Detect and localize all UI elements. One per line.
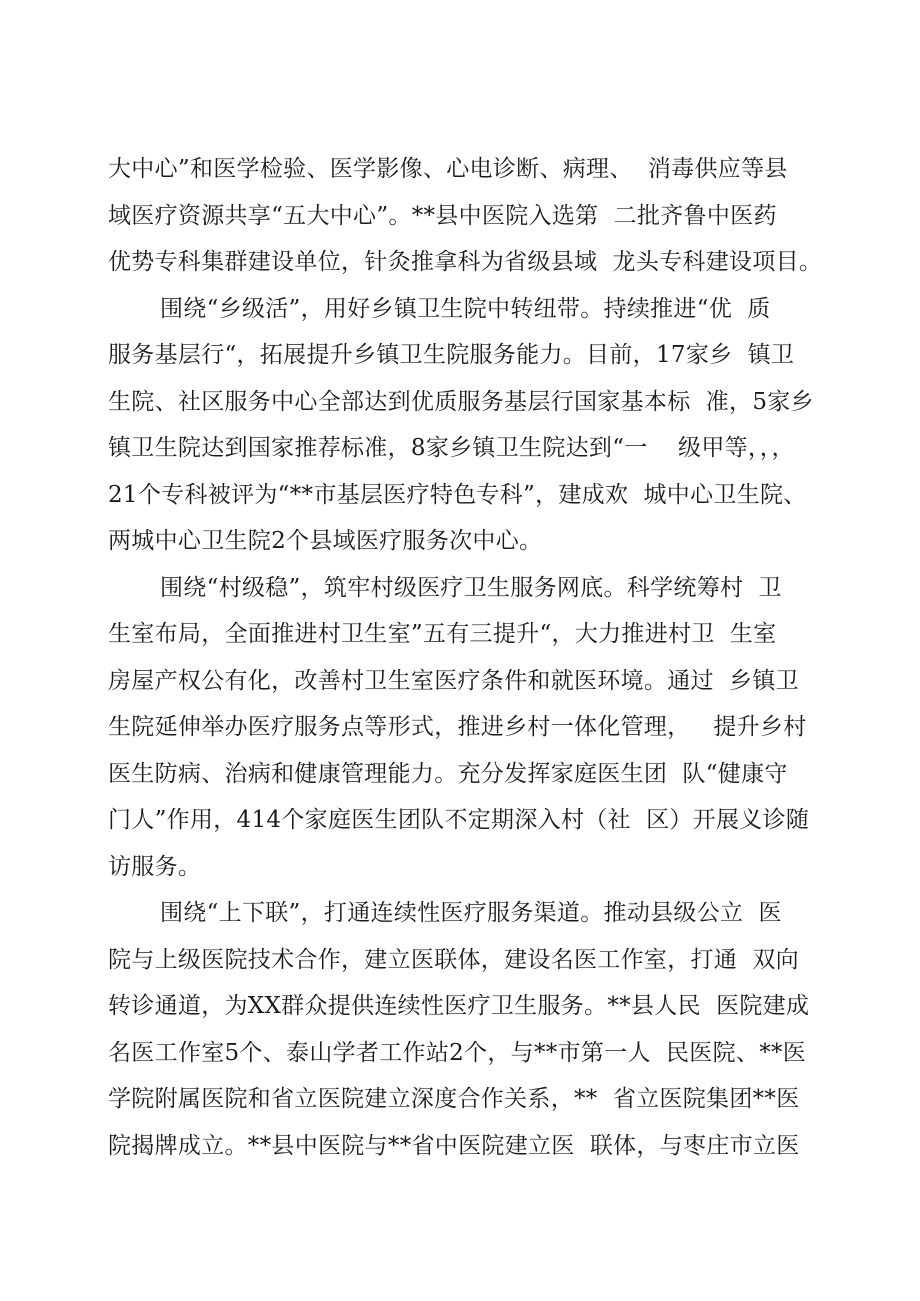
text-line: 院与上级医院技术合作，建立医联体，建设名医工作室，打通 双向 <box>108 946 799 973</box>
text-line: 两城中心卫生院2个县域医疗服务次中心。 <box>108 528 543 554</box>
text-line: 生院、社区服务中心全部达到优质服务基层行国家基本标 准，5家乡 <box>108 388 814 415</box>
text-line: 院揭牌成立。**县中医院与**省中医院建立医 联体，与枣庄市立医 <box>108 1132 800 1159</box>
text-line: 医生防病、治病和健康管理能力。充分发挥家庭医生团 队“健康守 <box>108 760 788 787</box>
text-line: 镇卫生院达到国家推荐标准，8家乡镇卫生院达到“一 级甲等，，， <box>108 435 795 461</box>
text-line: 门人”作用，414个家庭医生团队不定期深入村（社 区）开展义诊随 <box>108 807 810 833</box>
text-line: 名医工作室5个、泰山学者工作站2个，与**市第一人 民医院、**医 <box>108 1039 807 1066</box>
text-line: 访服务。 <box>108 853 202 880</box>
text-line: 生院延伸举办医疗服务点等形式，推进乡村一体化管理， 提升乡村 <box>108 714 807 740</box>
paragraph-first-line: 围绕“上下联”，打通连续性医疗服务渠道。推动县级公立 医 <box>160 900 782 926</box>
text-line: 21个专科被评为“**市基层医疗特色专科”，建成欢 城中心卫生院、 <box>108 481 807 508</box>
text-line: 学院附属医院和省立医院建立深度合作关系，** 省立医院集团**医 <box>108 1086 800 1112</box>
text-line: 服务基层行“，拓展提升乡镇卫生院服务能力。目前，17家乡 镇卫 <box>108 342 795 368</box>
text-line: 生室布局，全面推进村卫生室”五有三提升“，大力推进村卫 生室 <box>108 621 777 647</box>
paragraph-first-line: 围绕“乡级活”，用好乡镇卫生院中转纽带。持续推进“优 质 <box>160 295 771 322</box>
paragraph-first-line: 围绕“村级稳”，筑牢村级医疗卫生服务网底。科学统筹村 卫 <box>160 574 782 601</box>
text-line: 大中心”和医学检验、医学影像、心电诊断、病理、 消毒供应等县 <box>108 156 788 182</box>
text-line: 房屋产权公有化，改善村卫生室医疗条件和就医环境。通过 乡镇卫 <box>108 667 799 694</box>
text-line: 域医疗资源共享“五大中心”。**县中医院入选第 二批齐鲁中医药 <box>108 202 777 229</box>
text-line: 优势专科集群建设单位，针灸推拿科为省级县域 龙头专科建设项目。 <box>108 249 823 275</box>
text-line: 转诊通道，为XX群众提供连续性医疗卫生服务。**县人民 医院建成 <box>108 993 810 1019</box>
document-body <box>108 146 828 1169</box>
